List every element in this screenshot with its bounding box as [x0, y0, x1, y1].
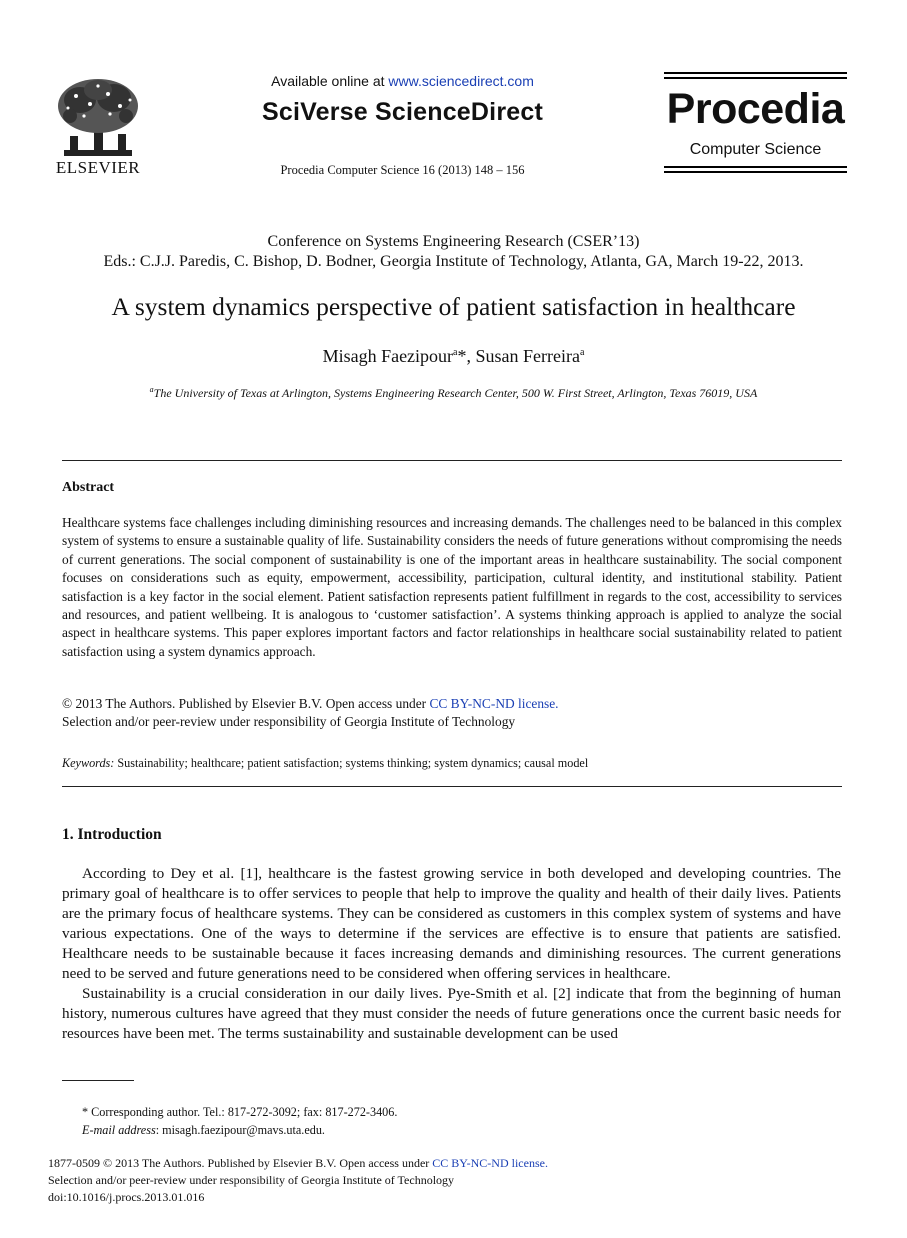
sciencedirect-link[interactable]: www.sciencedirect.com	[388, 73, 534, 89]
peer-review-line: Selection and/or peer-review under responsibility of Georgia Institute of Technology	[62, 714, 516, 730]
procedia-bottom-rule-2	[664, 171, 847, 173]
editors-line: Eds.: C.J.J. Paredis, C. Bishop, D. Bodner, Georgia Institute of Technology, Atlanta, GA, March 19-22, 2013.	[103, 253, 804, 270]
procedia-bottom-rule	[664, 166, 847, 168]
journal-reference: Procedia Computer Science 16 (2013) 148 – 156	[280, 163, 525, 177]
abstract-text: Healthcare systems face challenges including diminishing resources and increasing demands. The challenges need to be balanced in this complex system of systems to ensure a sustainable quality of life. Sustainability considers the needs of future generations without compromising the needs of current generations. The social component of sustainability is one of the important areas in healthcare sustainability. The social component focuses on considerations such as equity, empowerment, accessibility, participation, cultural identity, and institutional stability. Patient satisfaction is a key factor in the social element. Patient satisfaction represents patient fulfillment in regards to the cost, accessibility to services and resources, and patient wellbeing. It is analogous to ‘customer satisfaction’. A systems thinking approach is applied to analyze the social aspect in healthcare systems. This paper explores important factors and factor relationships in healthcare social sustainability related to patient satisfaction using a system dynamics approach.	[62, 515, 842, 659]
procedia-subtitle: Computer Science	[689, 141, 822, 158]
abstract-heading: Abstract	[62, 480, 115, 495]
email-note	[82, 1121, 397, 1139]
email-address: : misagh.faezipour@mavs.uta.edu.	[155, 1123, 325, 1137]
conference-name: Conference on Systems Engineering Research (CSER’13)	[267, 233, 640, 250]
procedia-logo	[664, 72, 847, 176]
footer-peer-review-line: Selection and/or peer-review under responsibility of Georgia Institute of Technology	[48, 1173, 455, 1187]
paragraph: Sustainability is a crucial consideration in our daily lives. Pye-Smith et al. [2] indicate that from the beginning of human history, numerous cultures have agreed that they must consider the needs of future generations once the current basic needs for resources have been met. The terms sustainability and sustainable development can be used	[62, 985, 841, 1042]
elsevier-wordmark: ELSEVIER	[55, 158, 141, 177]
author-affiliation-mark: a	[453, 347, 458, 358]
author-name: Susan Ferreira	[475, 346, 580, 366]
keywords-line	[62, 756, 842, 771]
author-affiliation-mark: a	[579, 347, 585, 358]
copyright-block	[62, 695, 842, 732]
corresponding-author-note: * Corresponding author. Tel.: 817-272-3092; fax: 817-272-3406.	[82, 1105, 398, 1119]
issn-line	[48, 1155, 548, 1172]
affiliation-mark: a	[149, 385, 154, 394]
license-link[interactable]: CC BY-NC-ND license.	[429, 696, 559, 711]
copyright-line	[62, 695, 842, 713]
affiliation	[0, 385, 907, 401]
abstract-bottom-rule	[62, 786, 842, 787]
footnote	[82, 1103, 397, 1139]
doi-line: doi:10.1016/j.procs.2013.01.016	[48, 1190, 205, 1204]
paper-title: A system dynamics perspective of patient satisfaction in healthcare	[111, 292, 796, 321]
footnote-rule	[62, 1080, 134, 1081]
footer-license-link[interactable]: CC BY-NC-ND license.	[432, 1156, 548, 1170]
corresponding-mark: *,	[457, 346, 476, 366]
available-online-line	[230, 73, 575, 89]
keywords-text: Sustainability; healthcare; patient satisfaction; systems thinking; system dynamics; causal model	[114, 756, 589, 770]
procedia-word: Procedia	[666, 85, 845, 133]
procedia-top-rule	[664, 72, 847, 74]
available-prefix: Available online at	[271, 73, 389, 89]
keywords-label: Keywords:	[62, 756, 115, 770]
section-heading: 1. Introduction	[62, 826, 162, 843]
affiliation-text: The University of Texas at Arlington, Systems Engineering Research Center, 500 W. First Street, Arlington, Texas 76019, USA	[153, 386, 758, 400]
email-label: E-mail address	[82, 1123, 156, 1137]
author-list	[0, 346, 907, 367]
publication-footer	[48, 1155, 548, 1206]
abstract-top-rule	[62, 460, 842, 461]
sciverse-sciencedirect-logo: SciVerse ScienceDirect	[262, 98, 543, 126]
procedia-top-rule-2	[664, 77, 847, 79]
author-name: Misagh Faezipour	[322, 346, 454, 366]
paragraph: According to Dey et al. [1], healthcare is the fastest growing service in both developed and developing countries. The primary goal of healthcare is to offer services to people that help to improve the quality and health of their daily lives. Patients are the primary focus of healthcare systems. They can be considered as customers in this complex system of systems and have various expectations. One of the ways to determine if the services are effective is to ensure that patients are satisfied. Healthcare needs to be sustainable because it faces increasing demands and diminishing resources. The current generations need to be served and future generations need to be considered when offering services in healthcare.	[62, 865, 841, 982]
issn-text: 1877-0509 © 2013 The Authors. Published by Elsevier B.V. Open access under	[48, 1156, 433, 1170]
copyright-text: © 2013 The Authors. Published by Elsevier B.V. Open access under	[62, 696, 430, 711]
introduction-body	[62, 864, 841, 1044]
